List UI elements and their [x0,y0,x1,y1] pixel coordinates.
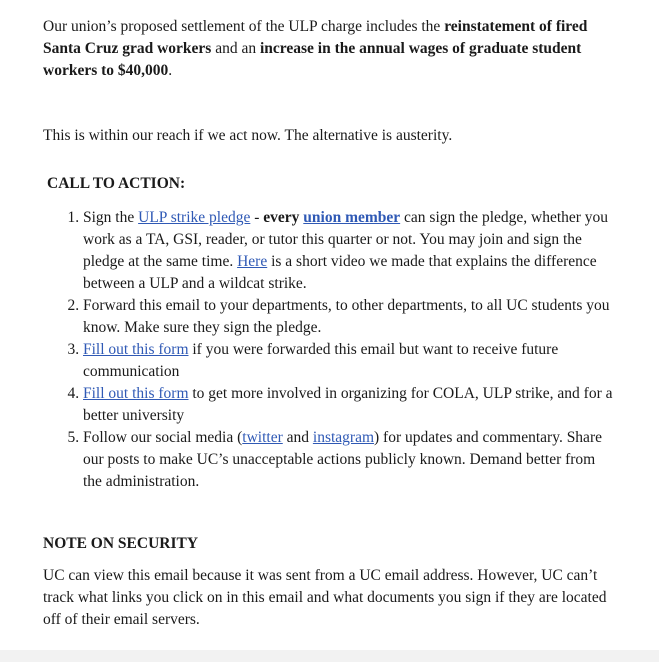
union-member-link[interactable]: union member [303,209,401,226]
action-item-text: can sign the pledge, whether you work as a TA, GSI, reader, or tutor this quarter or not. You may join and sign the pledge at the same time. [83,209,609,270]
security-paragraph: UC can view this email because it was sent from a UC email address. However, UC can’t track what links you click on in this email and what documents you sign if they are located off of their email servers. [43,567,607,628]
instagram-link[interactable]: instagram [312,429,375,446]
security-heading: NOTE ON SECURITY [43,535,199,552]
settlement-paragraph [43,16,618,82]
action-item-get-involved [83,383,618,427]
settlement-text-2: and an [211,40,260,57]
action-item-text: Sign the [83,209,139,226]
action-item-forward-email [83,295,618,339]
action-item-text: Follow our social media ( [83,429,243,446]
bottom-divider [0,650,659,662]
call-to-action-heading: CALL TO ACTION: [47,175,186,192]
settlement-bold-reinstatement: reinstatement of fired Santa Cruz grad workers [43,18,588,57]
action-item-sign-pledge [83,207,618,295]
action-item-text: if you were forwarded this email but want to receive future communication [83,341,559,380]
action-item-text: and [282,429,313,446]
video-here-link[interactable]: Here [237,253,268,270]
settlement-text-1: Our union’s proposed settlement of the ULP charge includes the [43,18,445,35]
action-item-text: Forward this email to your departments, to other departments, to all UC students you know. Make sure they sign the pledge. [83,297,610,336]
get-involved-form-link[interactable]: Fill out this form [83,385,189,402]
receive-communication-form-link[interactable]: Fill out this form [83,341,189,358]
action-item-social-media [83,427,618,493]
action-item-receive-communication [83,339,618,383]
action-item-text: ) for updates and commentary. Share our posts to make UC’s unacceptable actions publicly known. Demand better from the administration. [83,429,602,490]
reach-paragraph: This is within our reach if we act now. The alternative is austerity. [43,127,453,144]
ulp-strike-pledge-link[interactable]: ULP strike pledge [138,209,251,226]
action-item-text: to get more involved in organizing for COLA, ULP strike, and for a better university [83,385,613,424]
settlement-bold-wages: increase in the annual wages of graduate student workers to $40,000 [43,40,582,79]
action-item-text: is a short video we made that explains the difference between a ULP and a wildcat strike. [83,253,597,292]
email-body [43,16,618,631]
every-bold-text: every [263,209,304,226]
action-item-text: - [250,209,264,226]
action-list [43,207,618,493]
settlement-text-3: . [168,62,173,79]
twitter-link[interactable]: twitter [242,429,283,446]
